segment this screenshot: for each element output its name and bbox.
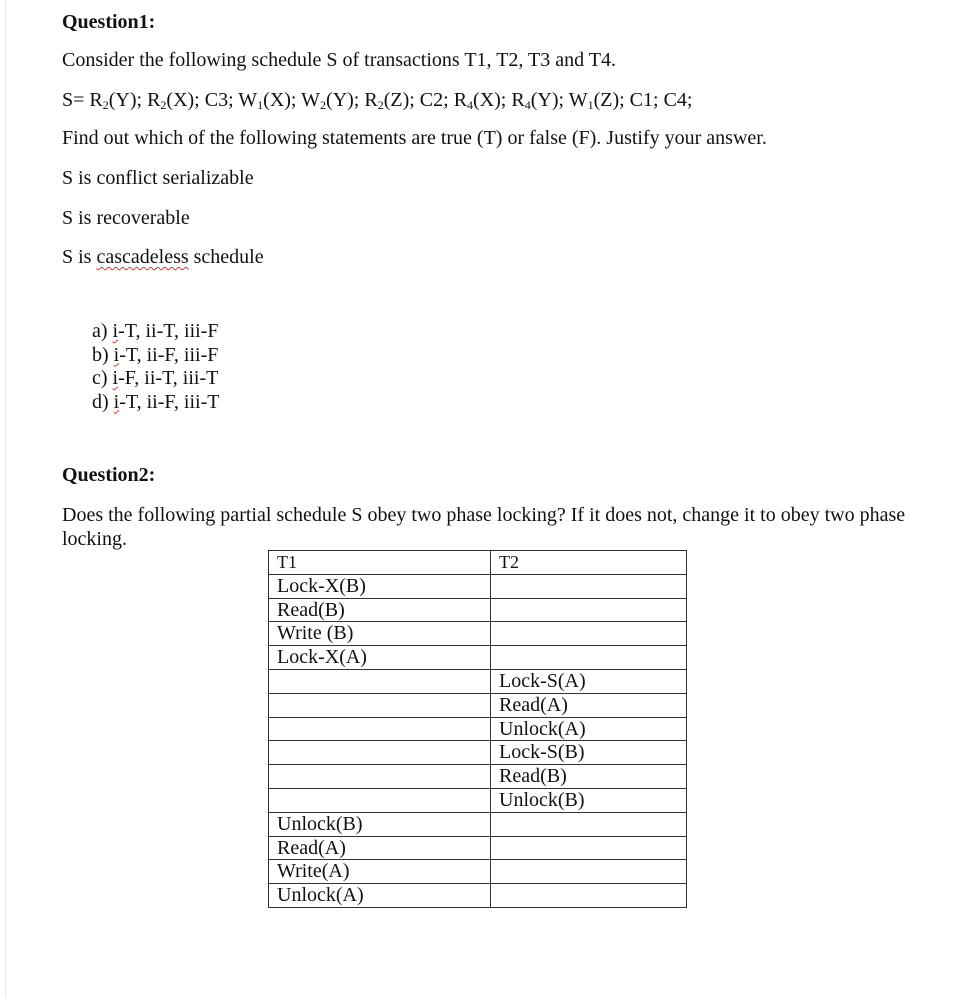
t1-cell: Lock-X(B)	[269, 574, 491, 598]
table-row	[269, 574, 687, 598]
spellcheck-word: cascadeless	[96, 246, 189, 268]
t2-cell	[491, 860, 687, 884]
t2-cell: Unlock(B)	[491, 788, 687, 812]
t2-cell	[491, 574, 687, 598]
table-row	[269, 646, 687, 670]
t1-cell	[269, 788, 491, 812]
option-d: d) i-T, ii-F, iii-T	[92, 390, 220, 413]
table-row	[269, 860, 687, 884]
t1-cell	[269, 741, 491, 765]
schedule-line	[62, 88, 692, 112]
table-row	[269, 598, 687, 622]
table-row	[269, 788, 687, 812]
statement-3: S is cascadeless schedule	[62, 246, 264, 268]
t1-cell	[269, 693, 491, 717]
t1-cell: Read(A)	[269, 836, 491, 860]
t1-cell: Write(A)	[269, 860, 491, 884]
t2-cell	[491, 598, 687, 622]
t2-cell	[491, 812, 687, 836]
t1-cell: Read(B)	[269, 598, 491, 622]
t2-cell: Read(B)	[491, 765, 687, 789]
schedule-op: $R_2(Z)$; C2;	[364, 89, 454, 112]
header-t1: T1	[269, 551, 491, 575]
t2-cell	[491, 622, 687, 646]
option-a: a) i-T, ii-T, iii-F	[92, 320, 219, 342]
spellcheck-word: i	[113, 390, 120, 413]
t1-cell: Lock-X(A)	[269, 646, 491, 670]
t2-cell	[491, 836, 687, 860]
table-row	[269, 693, 687, 717]
schedule-op: $W_1(X)$;	[238, 89, 302, 112]
t2-cell: Unlock(A)	[491, 717, 687, 741]
t1-cell: Unlock(B)	[269, 812, 491, 836]
table-row	[269, 765, 687, 789]
spellcheck-word: i	[112, 367, 119, 389]
schedule-prefix: S=	[62, 89, 90, 111]
question2-heading: Question2:	[62, 464, 156, 486]
schedule-table	[268, 550, 687, 908]
t2-cell	[491, 646, 687, 670]
schedule-op: $R_4(Y)$;	[511, 89, 569, 112]
t1-cell: Unlock(A)	[269, 884, 491, 908]
option-c: c) i-F, ii-T, iii-T	[92, 367, 219, 389]
schedule-op: $R_2(X)$; C3;	[147, 89, 239, 112]
table-row	[269, 812, 687, 836]
t2-cell: Lock-S(A)	[491, 669, 687, 693]
spellcheck-word: i	[113, 343, 120, 366]
page-left-border	[5, 0, 6, 998]
t2-cell	[491, 884, 687, 908]
table-row	[269, 669, 687, 693]
t1-cell: Write (B)	[269, 622, 491, 646]
t1-cell	[269, 669, 491, 693]
t2-cell: Lock-S(B)	[491, 741, 687, 765]
table-row	[269, 884, 687, 908]
header-t2: T2	[491, 551, 687, 575]
statement-2: S is recoverable	[62, 207, 190, 229]
question2-prompt: Does the following partial schedule S obey two phase locking? If it does not, change it to obey two phase locking.	[62, 504, 906, 550]
table-row	[269, 836, 687, 860]
table-header-row	[269, 551, 687, 575]
schedule-op: $R_4(X)$;	[453, 89, 512, 112]
t1-cell	[269, 717, 491, 741]
schedule-op: $W_1(Z)$; C1; C4;	[568, 89, 693, 112]
schedule-op: $R_2(Y)$;	[89, 89, 148, 112]
schedule-ops	[89, 89, 692, 111]
option-b: b) i-T, ii-F, iii-F	[92, 343, 219, 366]
spellcheck-word: i	[112, 320, 119, 342]
schedule-op: $W_2(Y)$;	[301, 89, 365, 112]
question1-heading: Question1:	[62, 11, 156, 33]
t1-cell	[269, 765, 491, 789]
question1-task: Find out which of the following statements are true (T) or false (F). Justify your answer.	[62, 127, 767, 149]
statement-1: S is conflict serializable	[62, 167, 254, 189]
table-row	[269, 741, 687, 765]
table-row	[269, 622, 687, 646]
table-row	[269, 717, 687, 741]
question1-intro: Consider the following schedule S of transactions T1, T2, T3 and T4.	[62, 49, 617, 71]
t2-cell: Read(A)	[491, 693, 687, 717]
answer-options	[92, 320, 219, 414]
